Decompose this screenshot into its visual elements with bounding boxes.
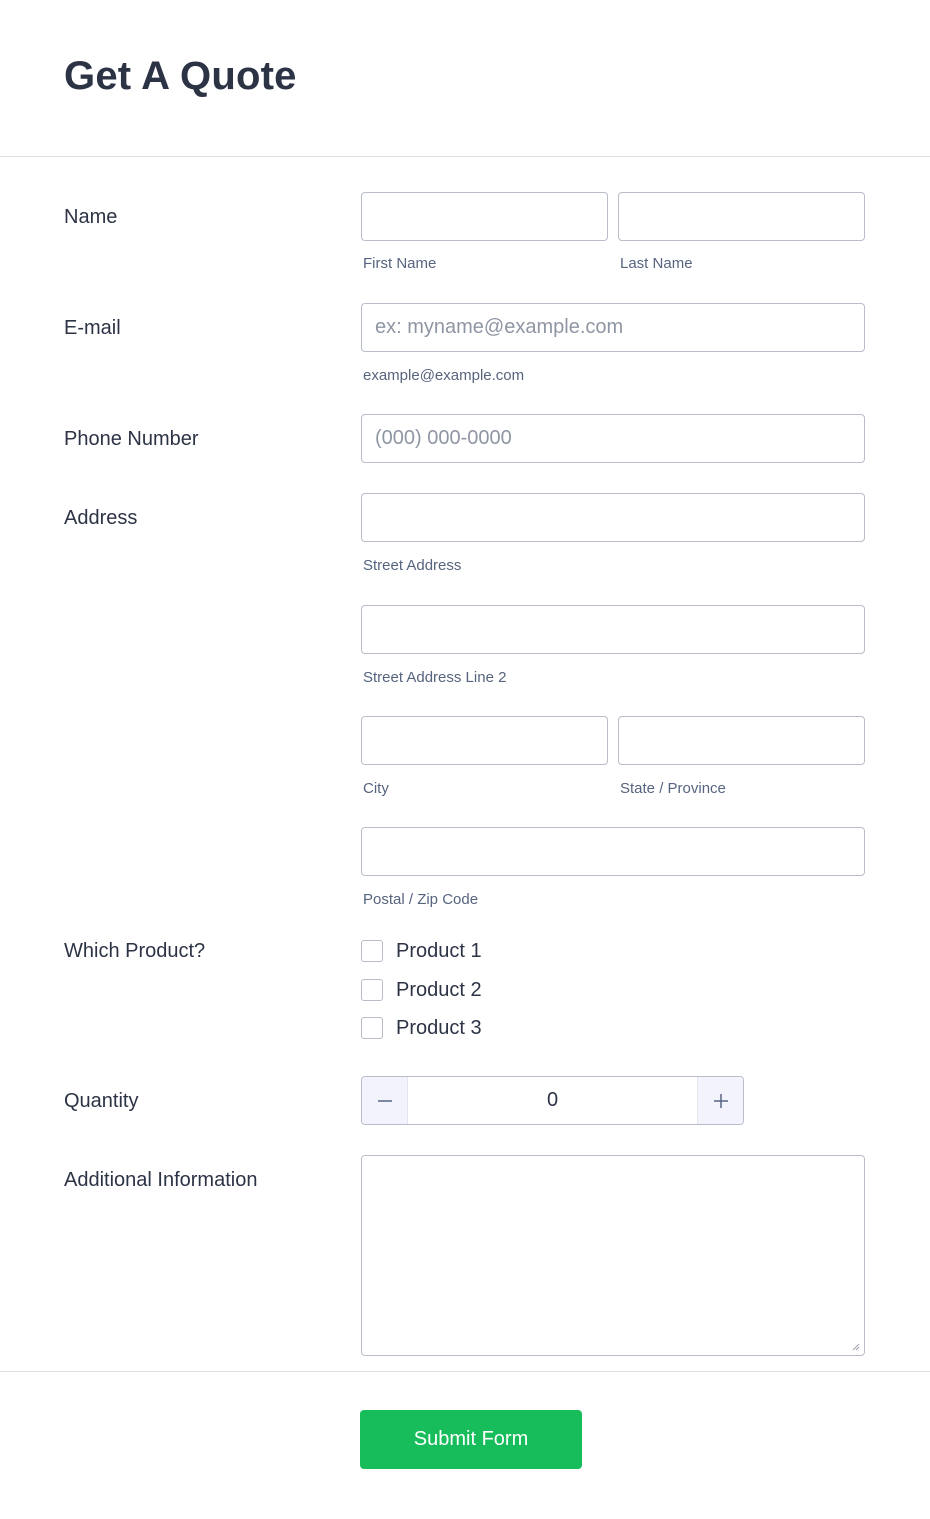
product-3-checkbox[interactable]: [361, 1017, 383, 1039]
additional-info-textarea[interactable]: [361, 1155, 865, 1356]
email-input[interactable]: [361, 303, 865, 352]
first-name-sublabel: First Name: [363, 255, 437, 272]
street-address-line2-sublabel: Street Address Line 2: [363, 669, 507, 686]
resize-handle-icon[interactable]: [852, 1343, 860, 1351]
quantity-decrement-button[interactable]: [362, 1077, 408, 1124]
name-label: Name: [64, 206, 118, 228]
product-2-label: Product 2: [396, 979, 482, 1001]
street-address-line2-input[interactable]: [361, 605, 865, 654]
product-2-checkbox[interactable]: [361, 979, 383, 1001]
product-option-1[interactable]: [361, 938, 482, 964]
plus-icon: [713, 1093, 729, 1109]
product-3-label: Product 3: [396, 1017, 482, 1039]
last-name-input[interactable]: [618, 192, 865, 241]
quantity-label: Quantity: [64, 1090, 139, 1112]
submit-button[interactable]: Submit Form: [360, 1410, 582, 1469]
last-name-sublabel: Last Name: [620, 255, 693, 272]
product-option-2[interactable]: [361, 977, 482, 1003]
first-name-input[interactable]: [361, 192, 608, 241]
phone-input[interactable]: [361, 414, 865, 463]
state-province-input[interactable]: [618, 716, 865, 765]
street-address-input[interactable]: [361, 493, 865, 542]
product-option-3[interactable]: [361, 1015, 482, 1041]
city-input[interactable]: [361, 716, 608, 765]
minus-icon: [377, 1093, 393, 1109]
state-province-sublabel: State / Province: [620, 780, 726, 797]
product-1-label: Product 1: [396, 940, 482, 962]
phone-label: Phone Number: [64, 428, 199, 450]
form-title: Get A Quote: [64, 54, 297, 98]
product-label: Which Product?: [64, 940, 206, 962]
product-1-checkbox[interactable]: [361, 940, 383, 962]
email-label: E-mail: [64, 317, 121, 339]
address-label: Address: [64, 507, 138, 529]
postal-code-input[interactable]: [361, 827, 865, 876]
additional-info-label: Additional Information: [64, 1169, 258, 1191]
footer-divider: [0, 1371, 930, 1372]
street-address-sublabel: Street Address: [363, 557, 462, 574]
postal-code-sublabel: Postal / Zip Code: [363, 891, 479, 908]
quantity-value[interactable]: 0: [546, 1089, 559, 1111]
quantity-increment-button[interactable]: [697, 1077, 743, 1124]
email-sublabel: example@example.com: [363, 367, 525, 384]
city-sublabel: City: [363, 780, 389, 797]
header-divider: [0, 156, 930, 157]
quantity-stepper: [361, 1076, 744, 1125]
